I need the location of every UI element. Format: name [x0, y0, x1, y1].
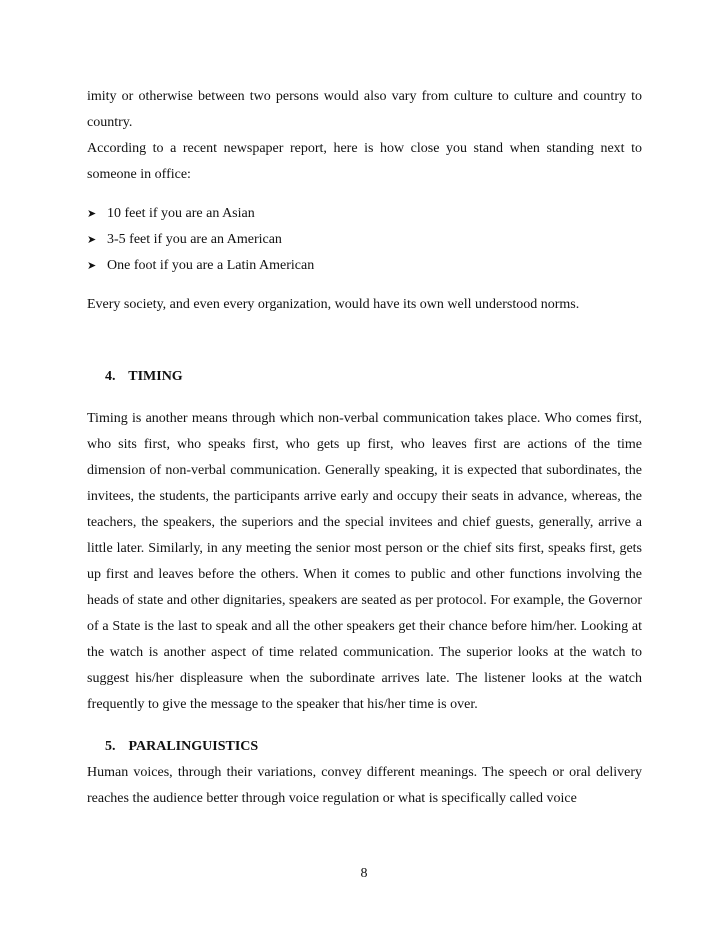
section-heading-paralinguistics — [87, 734, 642, 760]
paragraph-newspaper-report: According to a recent newspaper report, here is how close you stand when standing next to someone in office: — [87, 141, 642, 182]
section-title: PARALINGUISTICS — [128, 739, 259, 754]
list-item — [87, 201, 642, 227]
list-item-text: 10 feet if you are an Asian — [107, 206, 255, 221]
arrowhead-bullet-icon: ➤ — [87, 207, 97, 220]
list-item — [87, 253, 642, 279]
distance-list — [87, 201, 642, 279]
paragraph-proximity: imity or otherwise between two persons would also vary from culture to culture and country to country. — [87, 89, 642, 130]
list-item — [87, 227, 642, 253]
arrowhead-bullet-icon: ➤ — [87, 259, 97, 272]
section-heading-timing — [87, 364, 642, 390]
page-content — [87, 84, 642, 812]
section-number: 4. — [105, 369, 116, 384]
paragraph-timing: Timing is another means through which non-verbal communication takes place. Who comes first, who sits first, who speaks first, who gets up first, who leaves first are actions of the time dimension of non-verbal communication. Generally speaking, it is expected that subordinates, the invitees, the students, the participants arrive early and occupy their seats in advance, whereas, the teachers, the speakers, the superiors and the special invitees and chief guests, generally, arrive a little later. Similarly, in any meeting the senior most person or the chief sits first, speaks first, gets up first and leaves before the others. When it comes to public and other functions involving the heads of state and other dignitaries, speakers are seated as per protocol. For example, the Governor of a State is the last to speak and all the other speakers get their chance before him/her. Looking at the watch is another aspect of time related communication. The superior looks at the watch to suggest his/her displeasure when the subordinate arrives late. The listener looks at the watch frequently to give the message to the speaker that his/her time is over. — [87, 411, 642, 712]
list-item-text: One foot if you are a Latin American — [107, 258, 315, 273]
paragraph-norms: Every society, and even every organization, would have its own well understood norms. — [87, 297, 580, 312]
list-item-text: 3-5 feet if you are an American — [107, 232, 282, 247]
paragraph-paralinguistics: Human voices, through their variations, convey different meanings. The speech or oral delivery reaches the audience better through voice regulation or what is specifically called voice — [87, 765, 642, 806]
section-title: TIMING — [128, 369, 183, 384]
section-number: 5. — [105, 739, 116, 754]
page-number: 8 — [360, 866, 368, 881]
arrowhead-bullet-icon: ➤ — [87, 233, 97, 246]
